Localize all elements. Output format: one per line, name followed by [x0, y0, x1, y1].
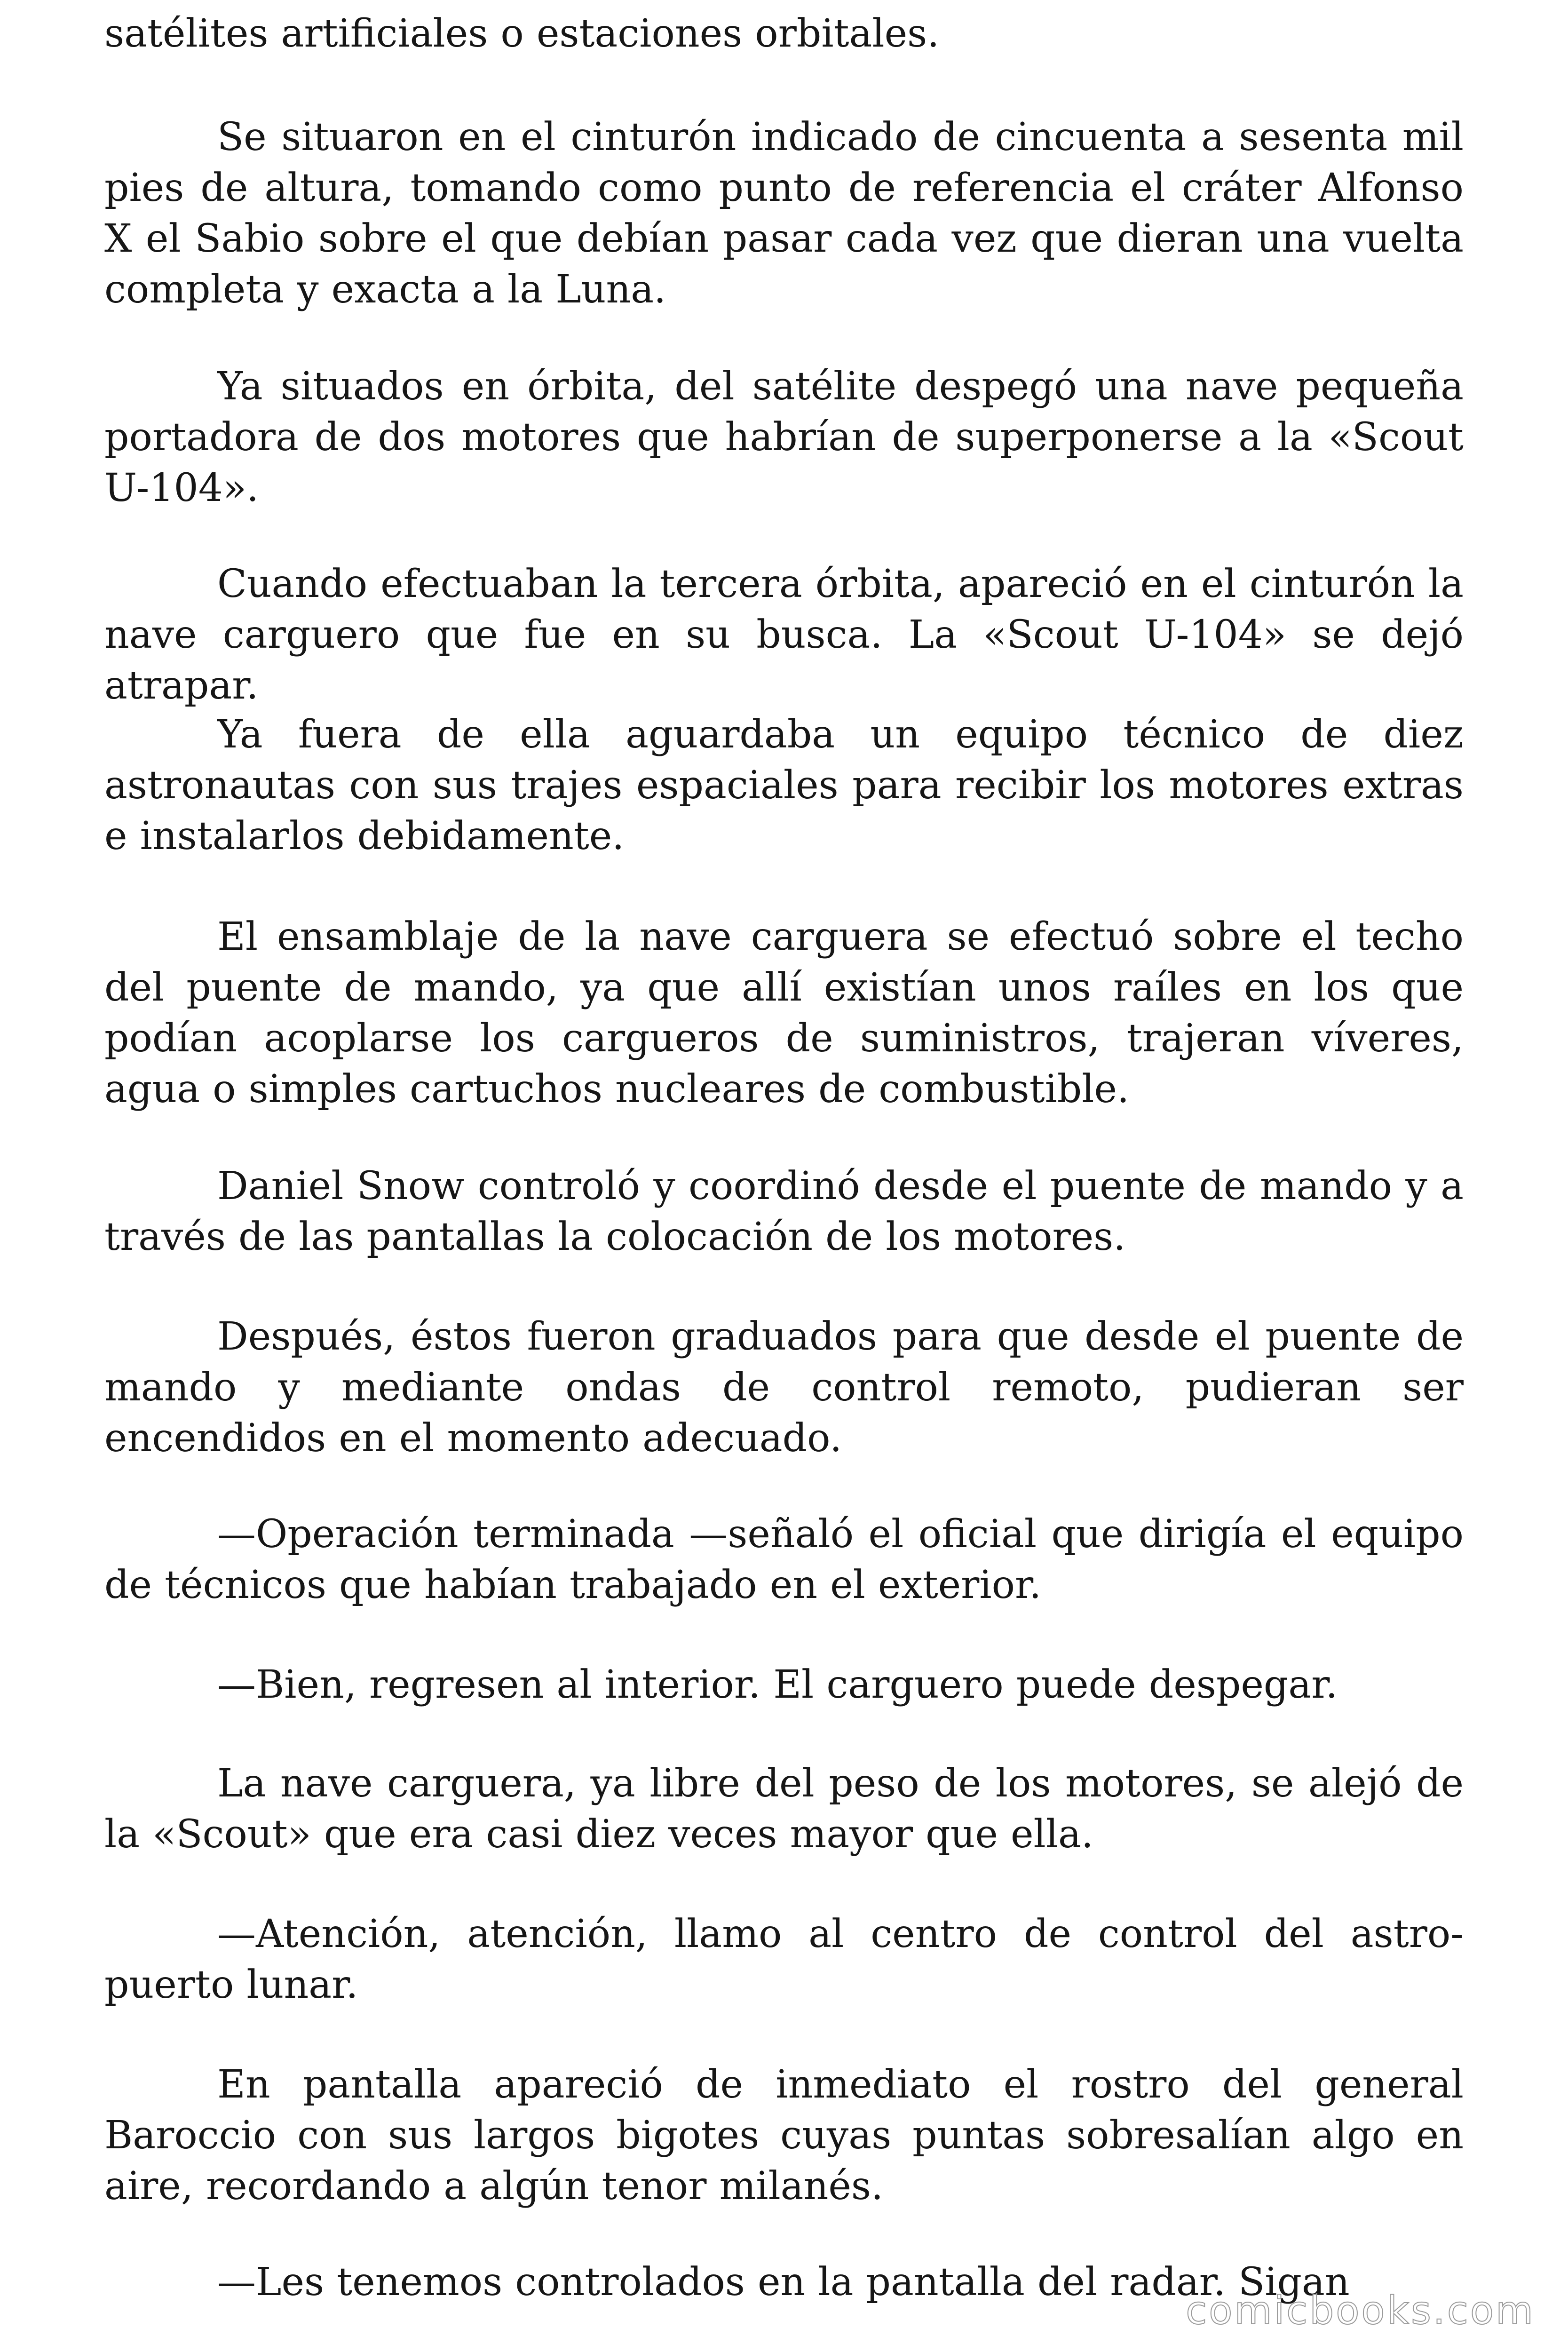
paragraph-3: Ya situados en órbita, del satélite despegó una nave pequeña portadora de dos motores que habrían de superponerse a la «Scout U-104». [104, 364, 1464, 510]
paragraph-12: —Atención, atención, llamo al centro de control del astro-puerto lunar. [104, 1912, 1464, 2007]
paragraph-1: satélites artificiales o estaciones orbitales. [104, 11, 940, 56]
paragraph-14: —Les tenemos controlados en la pantalla del radar. Sigan [217, 2260, 1350, 2304]
watermark: comicbooks.com [1186, 2288, 1535, 2333]
paragraph-6: El ensamblaje de la nave carguera se efectuó sobre el techo del puente de mando, ya que allí existían unos raíles en los que podían acoplarse los cargueros de suministros, trajeran víveres, agua o simples cartuchos nucleares de combustible. [104, 914, 1464, 1112]
paragraph-7: Daniel Snow controló y coordinó desde el puente de mando y a través de las pantallas la colocación de los motores. [104, 1164, 1464, 1259]
paragraph-5: Ya fuera de ella aguardaba un equipo técnico de diez astronautas con sus trajes espaciales para recibir los motores extras e instalarlos debidamente. [104, 712, 1464, 858]
paragraph-8: Después, éstos fueron graduados para que desde el puente de mando y mediante ondas de control remoto, pudieran ser encendidos en el momento adecuado. [104, 1314, 1464, 1461]
paragraph-13: En pantalla apareció de inmediato el rostro del general Baroccio con sus largos bigotes cuyas puntas sobresalían algo en aire, recordando a algún tenor milanés. [104, 2062, 1464, 2209]
paragraph-2: Se situaron en el cinturón indicado de cincuenta a sesenta mil pies de altura, tomando como punto de referencia el cráter Alfonso X el Sabio sobre el que debían pasar cada vez que dieran una vuelta completa y exacta a la Luna. [104, 115, 1464, 312]
paragraph-9: —Operación terminada —señaló el oficial que dirigía el equipo de técnicos que habían trabajado en el exterior. [104, 1512, 1464, 1607]
paragraph-11: La nave carguera, ya libre del peso de los motores, se alejó de la «Scout» que era casi diez veces mayor que ella. [104, 1761, 1464, 1857]
book-page [104, 0, 1464, 2352]
paragraph-10: —Bien, regresen al interior. El carguero puede despegar. [217, 1662, 1338, 1707]
paragraph-4: Cuando efectuaban la tercera órbita, apareció en el cinturón la nave carguero que fue en su busca. La «Scout U-104» se dejó atrapar. [104, 562, 1464, 708]
